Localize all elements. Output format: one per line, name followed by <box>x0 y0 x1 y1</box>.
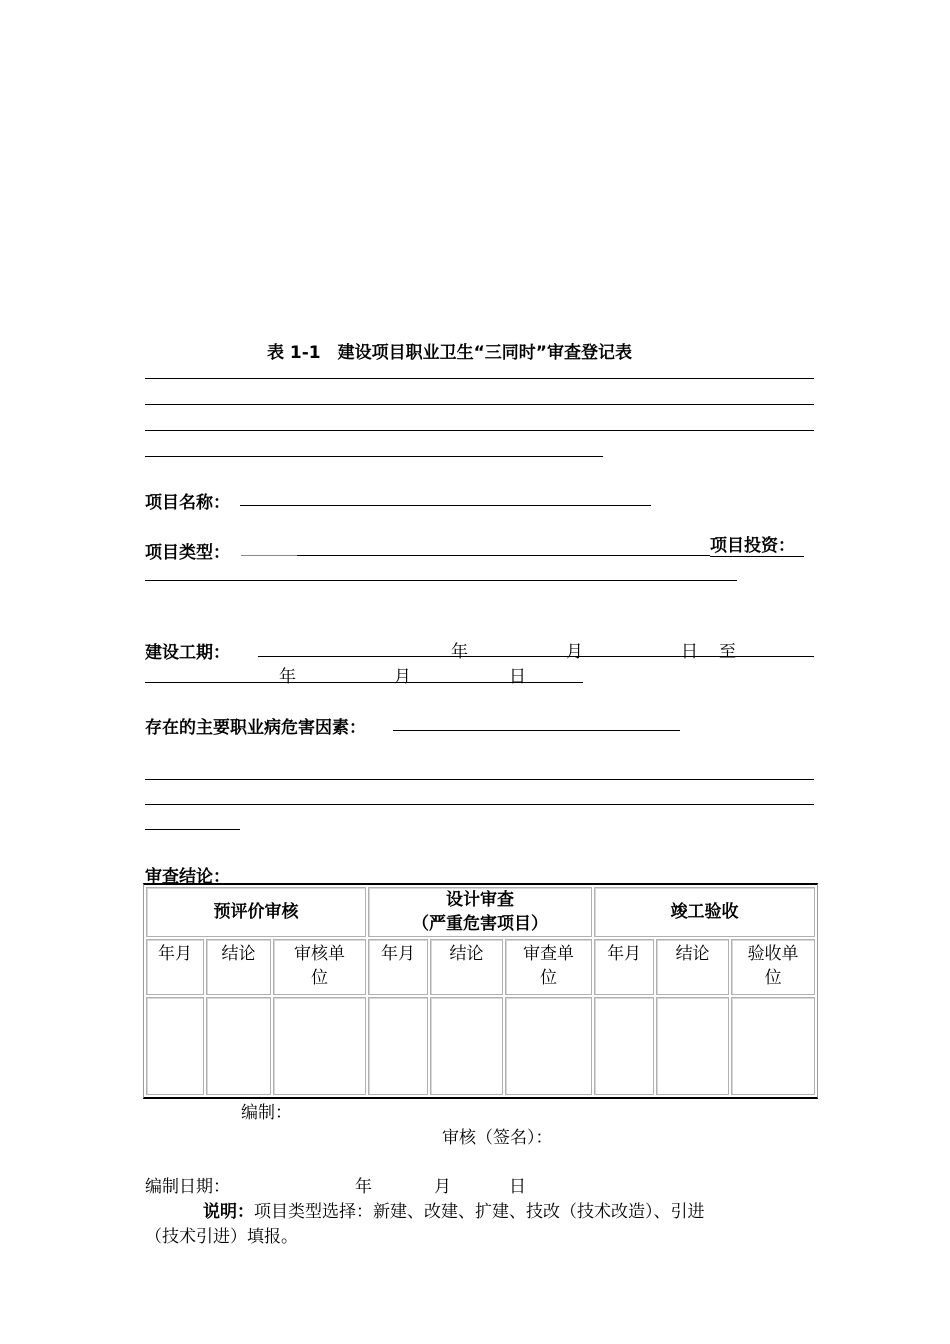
construction-period-label: 建设工期： <box>145 643 230 663</box>
table-cell-input[interactable] <box>505 997 592 1095</box>
table-cell-input[interactable] <box>656 997 729 1095</box>
note-line-2: （技术引进）填报。 <box>145 1227 298 1247</box>
blank-line[interactable] <box>145 779 814 780</box>
note-label: 说明： <box>203 1202 254 1222</box>
period-end-year: 年 <box>279 667 296 687</box>
subheader-cell: 验收单位 <box>731 939 815 995</box>
review-conclusion-label: 审查结论： <box>145 867 230 887</box>
subheader-cell: 年月 <box>146 939 204 995</box>
review-table <box>143 883 818 1099</box>
project-investment-label: 项目投资： <box>710 538 804 557</box>
project-investment-field[interactable] <box>145 580 737 581</box>
subheader-cell: 审查单位 <box>505 939 592 995</box>
table-cell-input[interactable] <box>731 997 815 1095</box>
group-header-design-review <box>368 887 592 937</box>
period-start-month: 月 <box>566 642 583 662</box>
group-header-text: 竣工验收 <box>670 902 739 922</box>
blank-line[interactable] <box>145 404 814 405</box>
table-subheader-row <box>146 939 815 995</box>
compile-date-day: 日 <box>509 1177 526 1197</box>
blank-line[interactable] <box>145 430 814 431</box>
compile-date-year: 年 <box>355 1177 372 1197</box>
table-cell-input[interactable] <box>273 997 366 1095</box>
compile-date-label: 编制日期： <box>145 1177 230 1197</box>
period-end-month: 月 <box>394 667 411 687</box>
subheader-cell: 结论 <box>430 939 503 995</box>
note-line-1 <box>203 1197 705 1222</box>
reviewer-signature-label: 审核（签名）： <box>442 1128 553 1148</box>
compile-date-month: 月 <box>434 1177 451 1197</box>
period-to: 至 <box>719 642 736 662</box>
table-group-header-row <box>146 887 815 937</box>
table-cell-input[interactable] <box>594 997 654 1095</box>
hazard-factors-field[interactable] <box>393 730 680 731</box>
period-start-day: 日 <box>681 642 698 662</box>
table-cell-input[interactable] <box>430 997 503 1095</box>
table-row <box>146 997 815 1095</box>
project-name-field[interactable] <box>240 505 651 506</box>
subheader-cell: 结论 <box>656 939 729 995</box>
group-header-subtext: （严重危害项目） <box>412 914 549 934</box>
project-type-field[interactable] <box>297 555 710 556</box>
subheader-cell: 结论 <box>206 939 271 995</box>
blank-line[interactable] <box>145 829 240 830</box>
group-header-pre-evaluation <box>146 887 366 937</box>
table-cell-input[interactable] <box>146 997 204 1095</box>
subheader-cell: 年月 <box>594 939 654 995</box>
form-title: 表 1-1 建设项目职业卫生“三同时”审查登记表 <box>267 343 632 363</box>
table-cell-input[interactable] <box>206 997 271 1095</box>
table-cell-input[interactable] <box>368 997 428 1095</box>
note-text: 项目类型选择：新建、改建、扩建、技改（技术改造）、引进 <box>254 1202 705 1222</box>
subheader-cell: 审核单位 <box>273 939 366 995</box>
group-header-text: 设计审查 <box>446 890 515 910</box>
project-type-label: 项目类型： <box>145 543 230 563</box>
period-end-day: 日 <box>509 667 526 687</box>
subheader-cell: 年月 <box>368 939 428 995</box>
blank-line[interactable] <box>145 456 603 457</box>
group-header-text: 预评价审核 <box>213 902 299 922</box>
hazard-factors-label: 存在的主要职业病危害因素： <box>145 718 366 738</box>
project-name-label: 项目名称： <box>145 493 230 513</box>
project-type-field-faint[interactable] <box>241 555 297 556</box>
period-start-year: 年 <box>451 642 468 662</box>
blank-line[interactable] <box>145 804 814 805</box>
compiler-label: 编制： <box>241 1103 292 1123</box>
blank-line[interactable] <box>145 378 814 379</box>
group-header-completion-acceptance <box>594 887 815 937</box>
